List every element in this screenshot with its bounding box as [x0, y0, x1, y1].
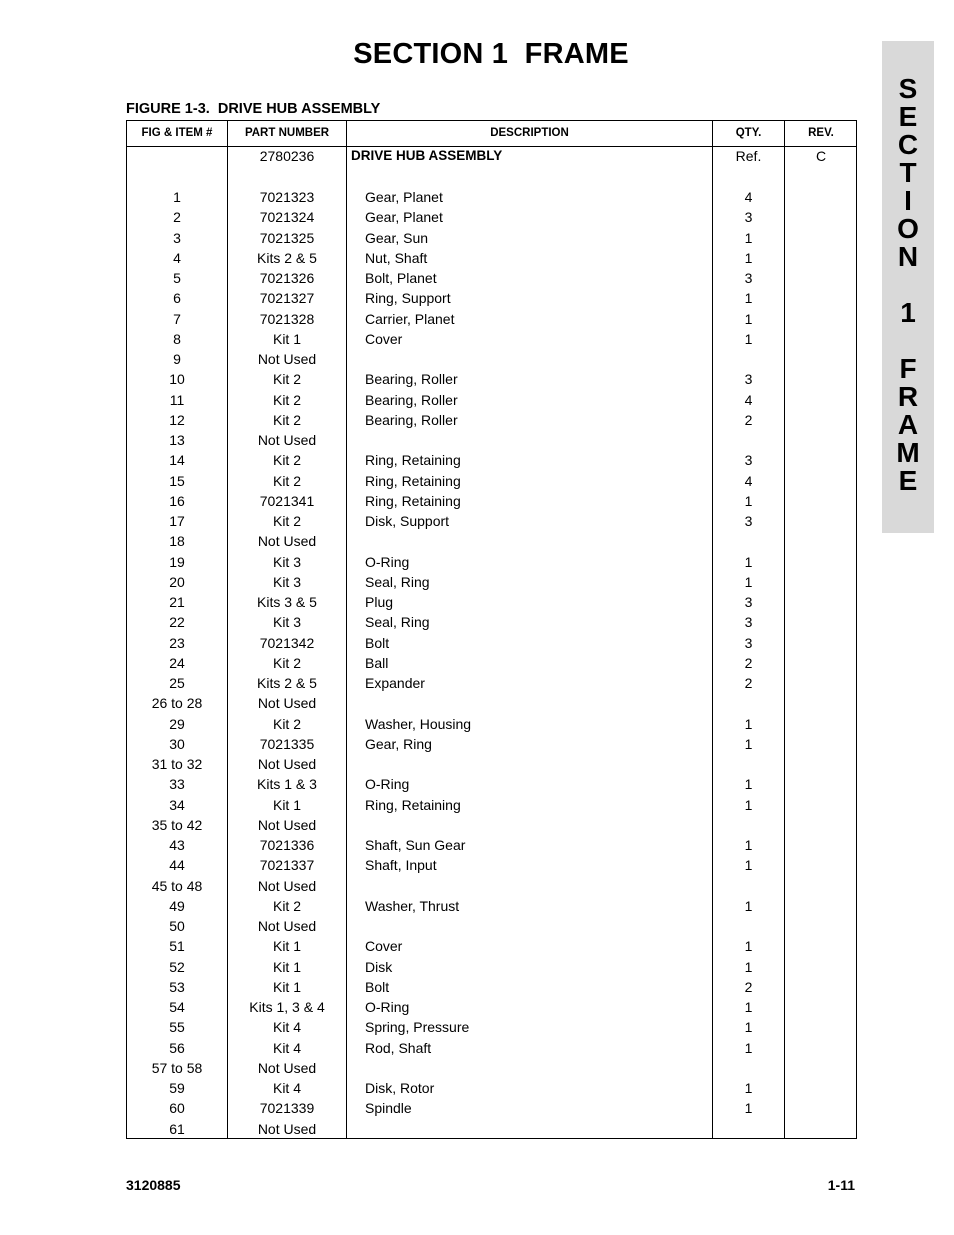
row-description: O-Ring: [365, 553, 410, 570]
row-part-number: Kit 1: [272, 958, 301, 975]
row-item-number: 26 to 28: [151, 695, 203, 712]
table-row: [127, 997, 856, 1017]
table-row: [127, 1017, 856, 1037]
row-description: Ring, Support: [365, 290, 451, 307]
row-item-number: 35 to 42: [151, 816, 203, 833]
table-row: [127, 714, 856, 734]
row-item-number: 21: [169, 594, 185, 610]
row-qty: 1: [744, 938, 753, 955]
row-qty: 3: [744, 270, 753, 286]
row-part-number: Not Used: [257, 1120, 317, 1137]
row-qty: 1: [744, 492, 753, 509]
row-description: Rod, Shaft: [365, 1039, 432, 1056]
row-item-number: 31 to 32: [151, 756, 203, 772]
row-description: Gear, Sun: [365, 229, 429, 246]
table-row: [127, 450, 856, 470]
row-part-number: 7021324: [259, 209, 315, 226]
row-item-number: 60: [169, 1100, 185, 1117]
row-item-number: 11: [169, 391, 185, 408]
table-row: [127, 511, 856, 531]
table-row: [127, 936, 856, 956]
row-part-number: Not Used: [257, 351, 317, 367]
row-item-number: 18: [169, 533, 185, 550]
row-item-number: 34: [169, 796, 185, 813]
table-row: [127, 531, 856, 551]
row-item-number: 30: [169, 735, 185, 752]
row-qty: 1: [744, 1019, 753, 1036]
table-row: [127, 795, 856, 815]
table-row: [127, 430, 856, 450]
row-part-number: Kit 2: [272, 411, 301, 428]
row-description: Ball: [365, 654, 389, 671]
row-item-number: 24: [169, 654, 185, 671]
table-row: [127, 552, 856, 572]
document-number: 3120885: [126, 1177, 181, 1193]
row-description: Expander: [365, 675, 425, 691]
row-item-number: 5: [173, 270, 181, 286]
figure-caption: FIGURE 1-3. DRIVE HUB ASSEMBLY: [126, 101, 381, 117]
row-description: Bolt: [365, 634, 390, 651]
table-row: [127, 896, 856, 916]
table-row: [127, 855, 856, 875]
table-row: [127, 268, 856, 288]
row-part-number: Kit 1: [272, 938, 301, 955]
table-row: [127, 774, 856, 794]
row-description: Bolt: [365, 978, 390, 995]
row-part-number: Not Used: [257, 756, 317, 772]
row-item-number: 4: [173, 249, 181, 266]
row-description: Ring, Retaining: [365, 452, 461, 469]
row-part-number: 7021328: [259, 310, 315, 327]
row-part-number: Kit 4: [272, 1080, 301, 1096]
row-description: Disk, Support: [365, 513, 450, 529]
row-description: Gear, Planet: [365, 209, 443, 226]
row-item-number: 1: [173, 189, 181, 205]
row-description: Bearing, Roller: [365, 371, 458, 388]
row-part-number: Kits 1 & 3: [257, 776, 317, 793]
row-qty: 1: [744, 1039, 753, 1056]
table-row: [127, 288, 856, 308]
row-item-number: 2: [173, 209, 181, 226]
row-item-number: 10: [169, 371, 185, 388]
row-description: Seal, Ring: [365, 614, 430, 631]
row-qty: 1: [744, 857, 753, 874]
row-item-number: 49: [169, 897, 185, 914]
table-row: [127, 207, 856, 227]
table-row: [127, 592, 856, 612]
row-item-number: 53: [169, 978, 185, 995]
page-number: 1-11: [827, 1177, 855, 1193]
row-item-number: 15: [169, 472, 185, 489]
row-qty: 3: [744, 209, 753, 226]
row-description: O-Ring: [365, 776, 410, 793]
row-item-number: 9: [173, 351, 181, 367]
row-part-number: Not Used: [257, 918, 317, 934]
row-description: Plug: [365, 594, 394, 610]
row-part-number: Kit 1: [272, 796, 301, 813]
row-part-number: 7021339: [259, 1100, 315, 1117]
row-item-number: 16: [169, 492, 185, 509]
row-part-number: Kit 2: [272, 391, 301, 408]
section-side-tab: [882, 41, 934, 533]
table-row: [127, 815, 856, 835]
assembly-description: DRIVE HUB ASSEMBLY: [351, 148, 503, 163]
row-part-number: Kits 2 & 5: [257, 249, 317, 266]
table-row: [127, 248, 856, 268]
row-qty: 1: [744, 897, 753, 914]
assembly-qty: Ref.: [735, 148, 762, 164]
row-item-number: 14: [169, 452, 185, 469]
header-part-number: PART NUMBER: [244, 127, 330, 139]
row-item-number: 23: [169, 634, 185, 651]
side-tab-letter: C: [897, 129, 919, 160]
row-description: Bearing, Roller: [365, 391, 458, 408]
row-qty: 1: [744, 735, 753, 752]
table-row: [127, 329, 856, 349]
row-qty: 4: [744, 391, 753, 408]
row-part-number: Kit 3: [272, 573, 301, 590]
row-item-number: 8: [173, 330, 181, 347]
row-part-number: 7021337: [259, 857, 315, 874]
row-qty: 1: [744, 249, 753, 266]
row-description: O-Ring: [365, 999, 410, 1015]
row-item-number: 6: [173, 290, 181, 307]
row-description: Washer, Thrust: [365, 897, 460, 914]
table-row: [127, 1038, 856, 1058]
table-row: [127, 835, 856, 855]
row-qty: 2: [744, 654, 753, 671]
row-qty: 1: [744, 1080, 753, 1096]
side-tab-letter: T: [899, 157, 917, 188]
row-part-number: Not Used: [257, 877, 317, 894]
side-tab-letter: A: [897, 409, 919, 440]
row-item-number: 50: [169, 918, 185, 934]
row-qty: 1: [744, 999, 753, 1015]
row-qty: 1: [744, 958, 753, 975]
row-description: Ring, Retaining: [365, 492, 461, 509]
table-row: [127, 369, 856, 389]
row-item-number: 43: [169, 837, 185, 853]
row-description: Carrier, Planet: [365, 310, 455, 327]
side-tab-letter: S: [898, 73, 918, 104]
row-part-number: Kits 2 & 5: [257, 675, 317, 691]
side-tab-letter: R: [897, 381, 919, 412]
row-qty: 3: [744, 614, 753, 631]
header-description: DESCRIPTION: [490, 127, 569, 139]
row-part-number: Kits 1, 3 & 4: [249, 999, 325, 1015]
table-row: [127, 1098, 856, 1118]
row-item-number: 51: [169, 938, 185, 955]
row-part-number: Not Used: [257, 432, 317, 448]
table-row: [127, 228, 856, 248]
row-item-number: 52: [169, 958, 185, 975]
row-description: Cover: [365, 938, 403, 955]
row-qty: 3: [744, 452, 753, 469]
table-row: [127, 1078, 856, 1098]
row-description: Gear, Planet: [365, 189, 443, 205]
table-row: [127, 977, 856, 997]
table-row: [127, 1119, 856, 1139]
row-part-number: Kit 2: [272, 654, 301, 671]
row-qty: 2: [744, 978, 753, 995]
table-row: [127, 349, 856, 369]
row-item-number: 29: [169, 715, 185, 732]
row-qty: 3: [744, 371, 753, 388]
section-title: SECTION 1 FRAME: [353, 38, 629, 70]
row-qty: 3: [744, 634, 753, 651]
row-item-number: 44: [169, 857, 185, 874]
table-row: [127, 187, 856, 207]
row-qty: 1: [744, 229, 753, 246]
row-description: Gear, Ring: [365, 735, 432, 752]
row-part-number: Not Used: [257, 695, 317, 712]
row-part-number: Not Used: [257, 816, 317, 833]
assembly-rev: C: [815, 148, 827, 164]
row-qty: 4: [744, 189, 753, 205]
table-row: [127, 633, 856, 653]
row-part-number: 7021336: [259, 837, 315, 853]
row-description: Nut, Shaft: [365, 249, 428, 266]
header-qty: QTY.: [735, 127, 762, 139]
row-item-number: 25: [169, 675, 185, 691]
row-part-number: Kit 2: [272, 715, 301, 732]
row-item-number: 54: [169, 999, 185, 1015]
row-qty: 1: [744, 330, 753, 347]
row-item-number: 56: [169, 1039, 185, 1056]
row-part-number: Not Used: [257, 533, 317, 550]
row-part-number: Not Used: [257, 1059, 317, 1076]
side-tab-letter: E: [898, 101, 918, 132]
row-part-number: Kits 3 & 5: [257, 594, 317, 610]
row-description: Spindle: [365, 1100, 412, 1117]
row-item-number: 7: [173, 310, 181, 327]
row-part-number: Kit 2: [272, 472, 301, 489]
row-part-number: Kit 3: [272, 614, 301, 631]
assembly-part-number: 2780236: [259, 148, 315, 164]
row-item-number: 3: [173, 229, 181, 246]
row-part-number: 7021342: [259, 634, 315, 651]
row-qty: 2: [744, 675, 753, 691]
row-item-number: 55: [169, 1019, 185, 1036]
assembly-row: [127, 146, 856, 166]
row-part-number: 7021341: [259, 492, 315, 509]
row-part-number: Kit 1: [272, 978, 301, 995]
table-row: [127, 876, 856, 896]
table-row: [127, 957, 856, 977]
table-row: [127, 390, 856, 410]
row-item-number: 17: [169, 513, 185, 529]
row-part-number: Kit 2: [272, 897, 301, 914]
table-row: [127, 491, 856, 511]
row-part-number: Kit 4: [272, 1039, 301, 1056]
table-row: [127, 693, 856, 713]
side-tab-letter: I: [904, 185, 912, 216]
row-qty: 1: [744, 310, 753, 327]
row-qty: 1: [744, 837, 753, 853]
row-part-number: Kit 4: [272, 1019, 301, 1036]
row-qty: 1: [744, 796, 753, 813]
row-part-number: 7021325: [259, 229, 315, 246]
row-qty: 1: [744, 553, 753, 570]
side-tab-letter: E: [898, 465, 918, 496]
table-row: [127, 410, 856, 430]
row-description: Bolt, Planet: [365, 270, 437, 286]
table-row: [127, 916, 856, 936]
row-qty: 2: [744, 411, 753, 428]
row-qty: 1: [744, 1100, 753, 1117]
row-part-number: 7021327: [259, 290, 315, 307]
row-item-number: 61: [169, 1120, 185, 1137]
row-qty: 1: [744, 715, 753, 732]
row-description: Disk: [365, 958, 393, 975]
side-tab-letter: O: [897, 213, 919, 244]
row-description: Ring, Retaining: [365, 796, 461, 813]
header-rev: REV.: [808, 127, 834, 139]
row-item-number: 22: [169, 614, 185, 631]
row-part-number: Kit 2: [272, 452, 301, 469]
row-part-number: 7021323: [259, 189, 315, 205]
row-part-number: Kit 2: [272, 513, 301, 529]
side-tab-letter: 1: [900, 297, 916, 328]
row-item-number: 12: [169, 411, 185, 428]
table-row: [127, 754, 856, 774]
table-row: [127, 734, 856, 754]
row-qty: 1: [744, 776, 753, 793]
row-part-number: Kit 3: [272, 553, 301, 570]
table-row: [127, 1058, 856, 1078]
row-qty: 3: [744, 594, 753, 610]
row-description: Washer, Housing: [365, 715, 472, 732]
row-description: Shaft, Sun Gear: [365, 837, 466, 853]
row-item-number: 57 to 58: [151, 1059, 203, 1076]
row-part-number: 7021326: [259, 270, 315, 286]
row-description: Disk, Rotor: [365, 1080, 435, 1096]
table-row: [127, 309, 856, 329]
parts-table: [126, 120, 857, 1139]
row-description: Ring, Retaining: [365, 472, 461, 489]
row-description: Shaft, Input: [365, 857, 437, 874]
side-tab-letter: N: [897, 241, 919, 272]
row-part-number: Kit 1: [272, 330, 301, 347]
table-row: [127, 612, 856, 632]
row-part-number: 7021335: [259, 735, 315, 752]
row-item-number: 19: [169, 553, 185, 570]
row-item-number: 45 to 48: [151, 877, 203, 894]
row-description: Cover: [365, 330, 403, 347]
row-description: Seal, Ring: [365, 573, 430, 590]
row-qty: 4: [744, 472, 753, 489]
side-tab-letter: M: [896, 437, 920, 468]
side-tab-letter: F: [899, 353, 917, 384]
row-item-number: 33: [169, 776, 185, 793]
row-description: Spring, Pressure: [365, 1019, 470, 1036]
row-qty: 1: [744, 573, 753, 590]
table-row: [127, 673, 856, 693]
row-item-number: 59: [169, 1080, 185, 1096]
row-description: Bearing, Roller: [365, 411, 458, 428]
row-qty: 3: [744, 513, 753, 529]
row-item-number: 13: [169, 432, 185, 448]
header-item: FIG & ITEM #: [141, 127, 213, 139]
table-row: [127, 471, 856, 491]
row-item-number: 20: [169, 573, 185, 590]
table-row: [127, 653, 856, 673]
row-part-number: Kit 2: [272, 371, 301, 388]
table-row: [127, 572, 856, 592]
row-qty: 1: [744, 290, 753, 307]
